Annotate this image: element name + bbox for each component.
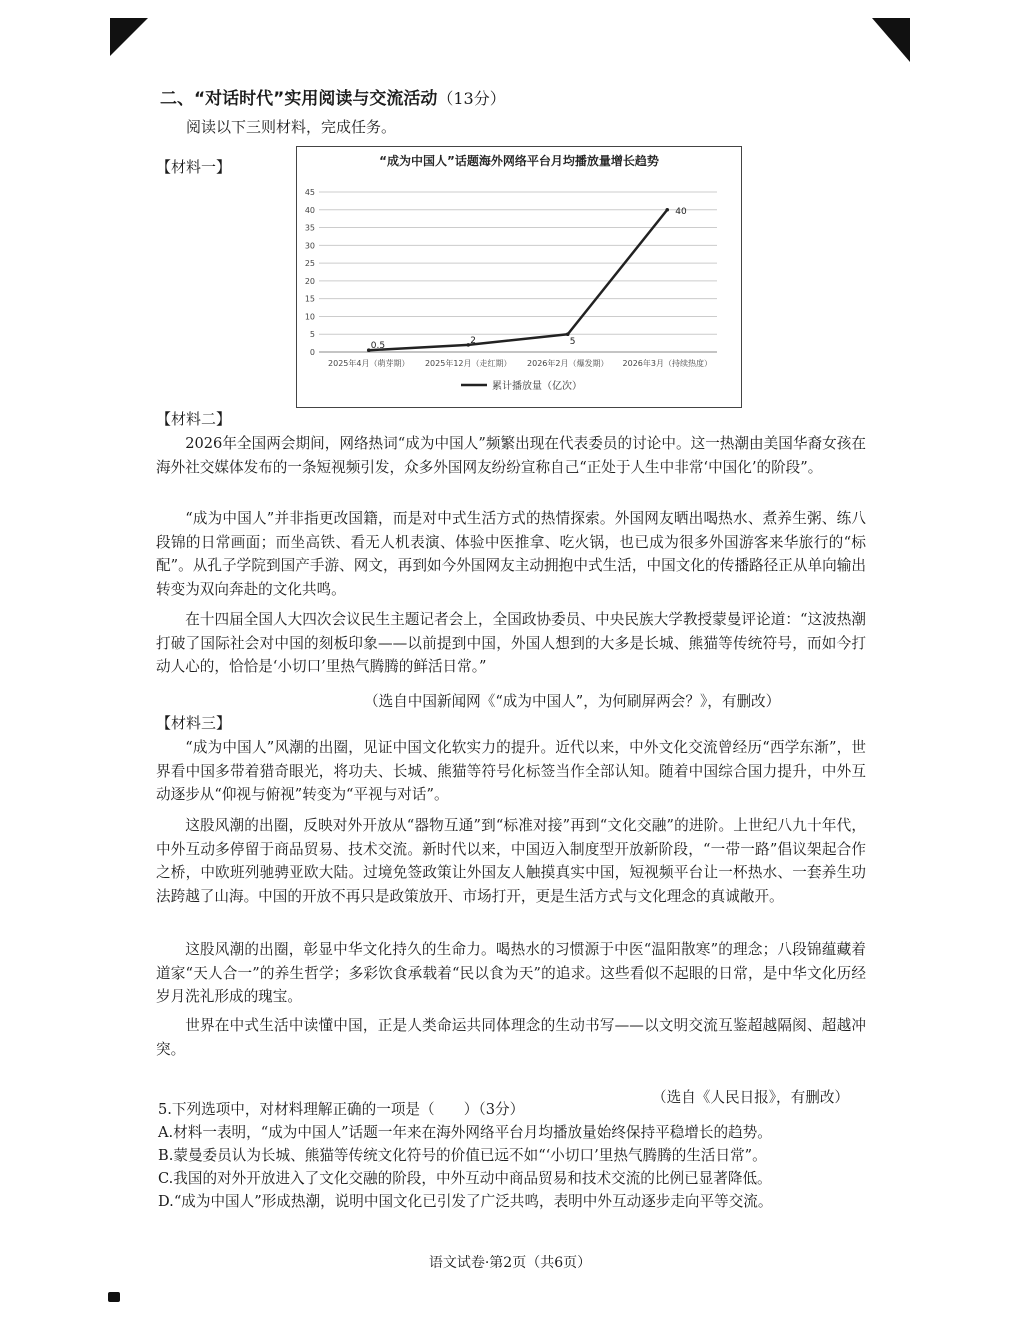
material2-label: 【材料二】	[156, 410, 232, 428]
x-tick-label: 2025年4月（萌芽期）	[328, 359, 410, 368]
question-5	[158, 1098, 868, 1213]
material3-paragraph: 这股风潮的出圈，反映对外开放从“器物互通”到“标准对接”再到“文化交融”的进阶。上世纪八九十年代，中外互动多停留于商品贸易、技术交流。新时代以来，中国迈入制度型开放新阶段，“一带一路”倡议架起合作之桥，中欧班列驰骋亚欧大陆。过境免签政策让外国友人触摸真实中国，短视频平台让一杯热水、一套养生功法跨越了山海。中国的开放不再只是政策放开、市场打开，更是生活方式与文化理念的真诚敞开。	[156, 817, 866, 905]
y-tick-label: 15	[304, 294, 315, 304]
section-score: （13分）	[437, 89, 506, 108]
material2-paragraph: 在十四届全国人大四次会议民生主题记者会上，全国政协委员、中央民族大学教授蒙曼评论道：“这波热潮打破了国际社会对中国的刻板印象——以前提到中国，外国人想到的大多是长城、熊猫等传统符号，而如今打动人心的，恰恰是‘小切口’里热气腾腾的鲜活日常。”	[156, 611, 866, 676]
y-tick-label: 30	[304, 241, 315, 251]
material3-paragraph: 世界在中式生活中读懂中国，正是人类命运共同体理念的生动书写——以文明交流互鉴超越隔阂、超越冲突。	[156, 1017, 866, 1058]
series-line	[369, 210, 668, 350]
y-tick-label: 35	[304, 223, 315, 233]
material3-label: 【材料三】	[156, 714, 232, 732]
data-point	[566, 332, 570, 336]
option-c: C.我国的对外开放进入了文化交融的阶段，中外互动中商品贸易和技术交流的比例已显著降低。	[158, 1170, 772, 1187]
option-b: B.蒙曼委员认为长城、熊猫等传统文化符号的价值已远不如“‘小切口’里热气腾腾的生活日常”。	[158, 1147, 767, 1164]
chart-svg	[297, 147, 741, 407]
material2-paragraph: 2026年全国两会期间，网络热词“成为中国人”频繁出现在代表委员的讨论中。这一热潮由美国华裔女孩在海外社交媒体发布的一条短视频引发，众多外国网友纷纷宣称自己“正处于人生中非常‘中国化’的阶段”。	[156, 435, 866, 476]
material2-source: （选自中国新闻网《“成为中国人”，为何刷屏两会？》，有删改）	[364, 693, 781, 710]
data-label: 5	[569, 337, 576, 348]
material3-paragraph: 这股风潮的出圈，彰显中华文化持久的生命力。喝热水的习惯源于中医“温阳散寒”的理念；八段锦蕴藏着道家“天人合一”的养生哲学；多彩饮食承载着“民以食为天”的追求。这些看似不起眼的日常，是中华文化历经岁月洗礼形成的瑰宝。	[156, 941, 866, 1006]
line-chart	[296, 146, 742, 408]
section-heading: 二、“对话时代”实用阅读与交流活动（13分）	[160, 89, 506, 109]
page-footer: 语文试卷·第2页（共6页）	[428, 1255, 592, 1271]
question-stem: 5.下列选项中，对材料理解正确的一项是（ ）（3分）	[158, 1101, 525, 1118]
material3-paragraph: “成为中国人”风潮的出圈，见证中国文化软实力的提升。近代以来，中外文化交流曾经历“西学东渐”，世界看中国多带着猎奇眼光，将功夫、长城、熊猫等符号化标签当作全部认知。随着中国综合国力提升，中外互动逐步从“仰视与俯视”转变为“平视与对话”。	[156, 739, 866, 804]
y-tick-label: 45	[304, 188, 315, 197]
y-tick-label: 40	[304, 205, 315, 215]
option-a: A.材料一表明，“成为中国人”话题一年来在海外网络平台月均播放量始终保持平稳增长的趋势。	[158, 1124, 772, 1141]
option-d: D.“成为中国人”形成热潮，说明中国文化已引发了广泛共鸣，表明中外互动逐步走向平等交流。	[158, 1193, 773, 1210]
x-tick-label: 2026年2月（爆发期）	[527, 359, 609, 368]
data-label: 2	[470, 335, 476, 346]
data-label: 40	[675, 206, 687, 217]
y-tick-label: 5	[309, 330, 315, 340]
y-tick-label: 0	[309, 348, 315, 357]
material1-label: 【材料一】	[156, 158, 232, 176]
material2-paragraph: “成为中国人”并非指更改国籍，而是对中式生活方式的热情探索。外国网友晒出喝热水、煮养生粥、练八段锦的日常画面；而坐高铁、看无人机表演、体验中医推拿、吃火锅，也已成为很多外国游客来华旅行的“标配”。从孔子学院到国产手游、网文，再到如今外国网友主动拥抱中式生活，中国文化的传播路径正从单向输出转变为双向奔赴的文化共鸣。	[156, 510, 866, 598]
y-tick-label: 10	[304, 312, 315, 322]
legend-label: 累计播放量（亿次）	[492, 381, 582, 392]
data-label: 0.5	[370, 341, 386, 352]
section-instruction: 阅读以下三则材料，完成任务。	[186, 118, 397, 136]
material3-source: （选自《人民日报》，有删改）	[652, 1089, 850, 1106]
y-tick-label: 20	[304, 276, 315, 286]
x-tick-label: 2025年12月（走红期）	[424, 359, 512, 368]
chart-title: “成为中国人”话题海外网络平台月均播放量增长趋势	[379, 154, 659, 168]
x-tick-label: 2026年3月（持续热度）	[622, 359, 712, 368]
data-point	[665, 208, 669, 212]
y-tick-label: 25	[304, 259, 315, 269]
